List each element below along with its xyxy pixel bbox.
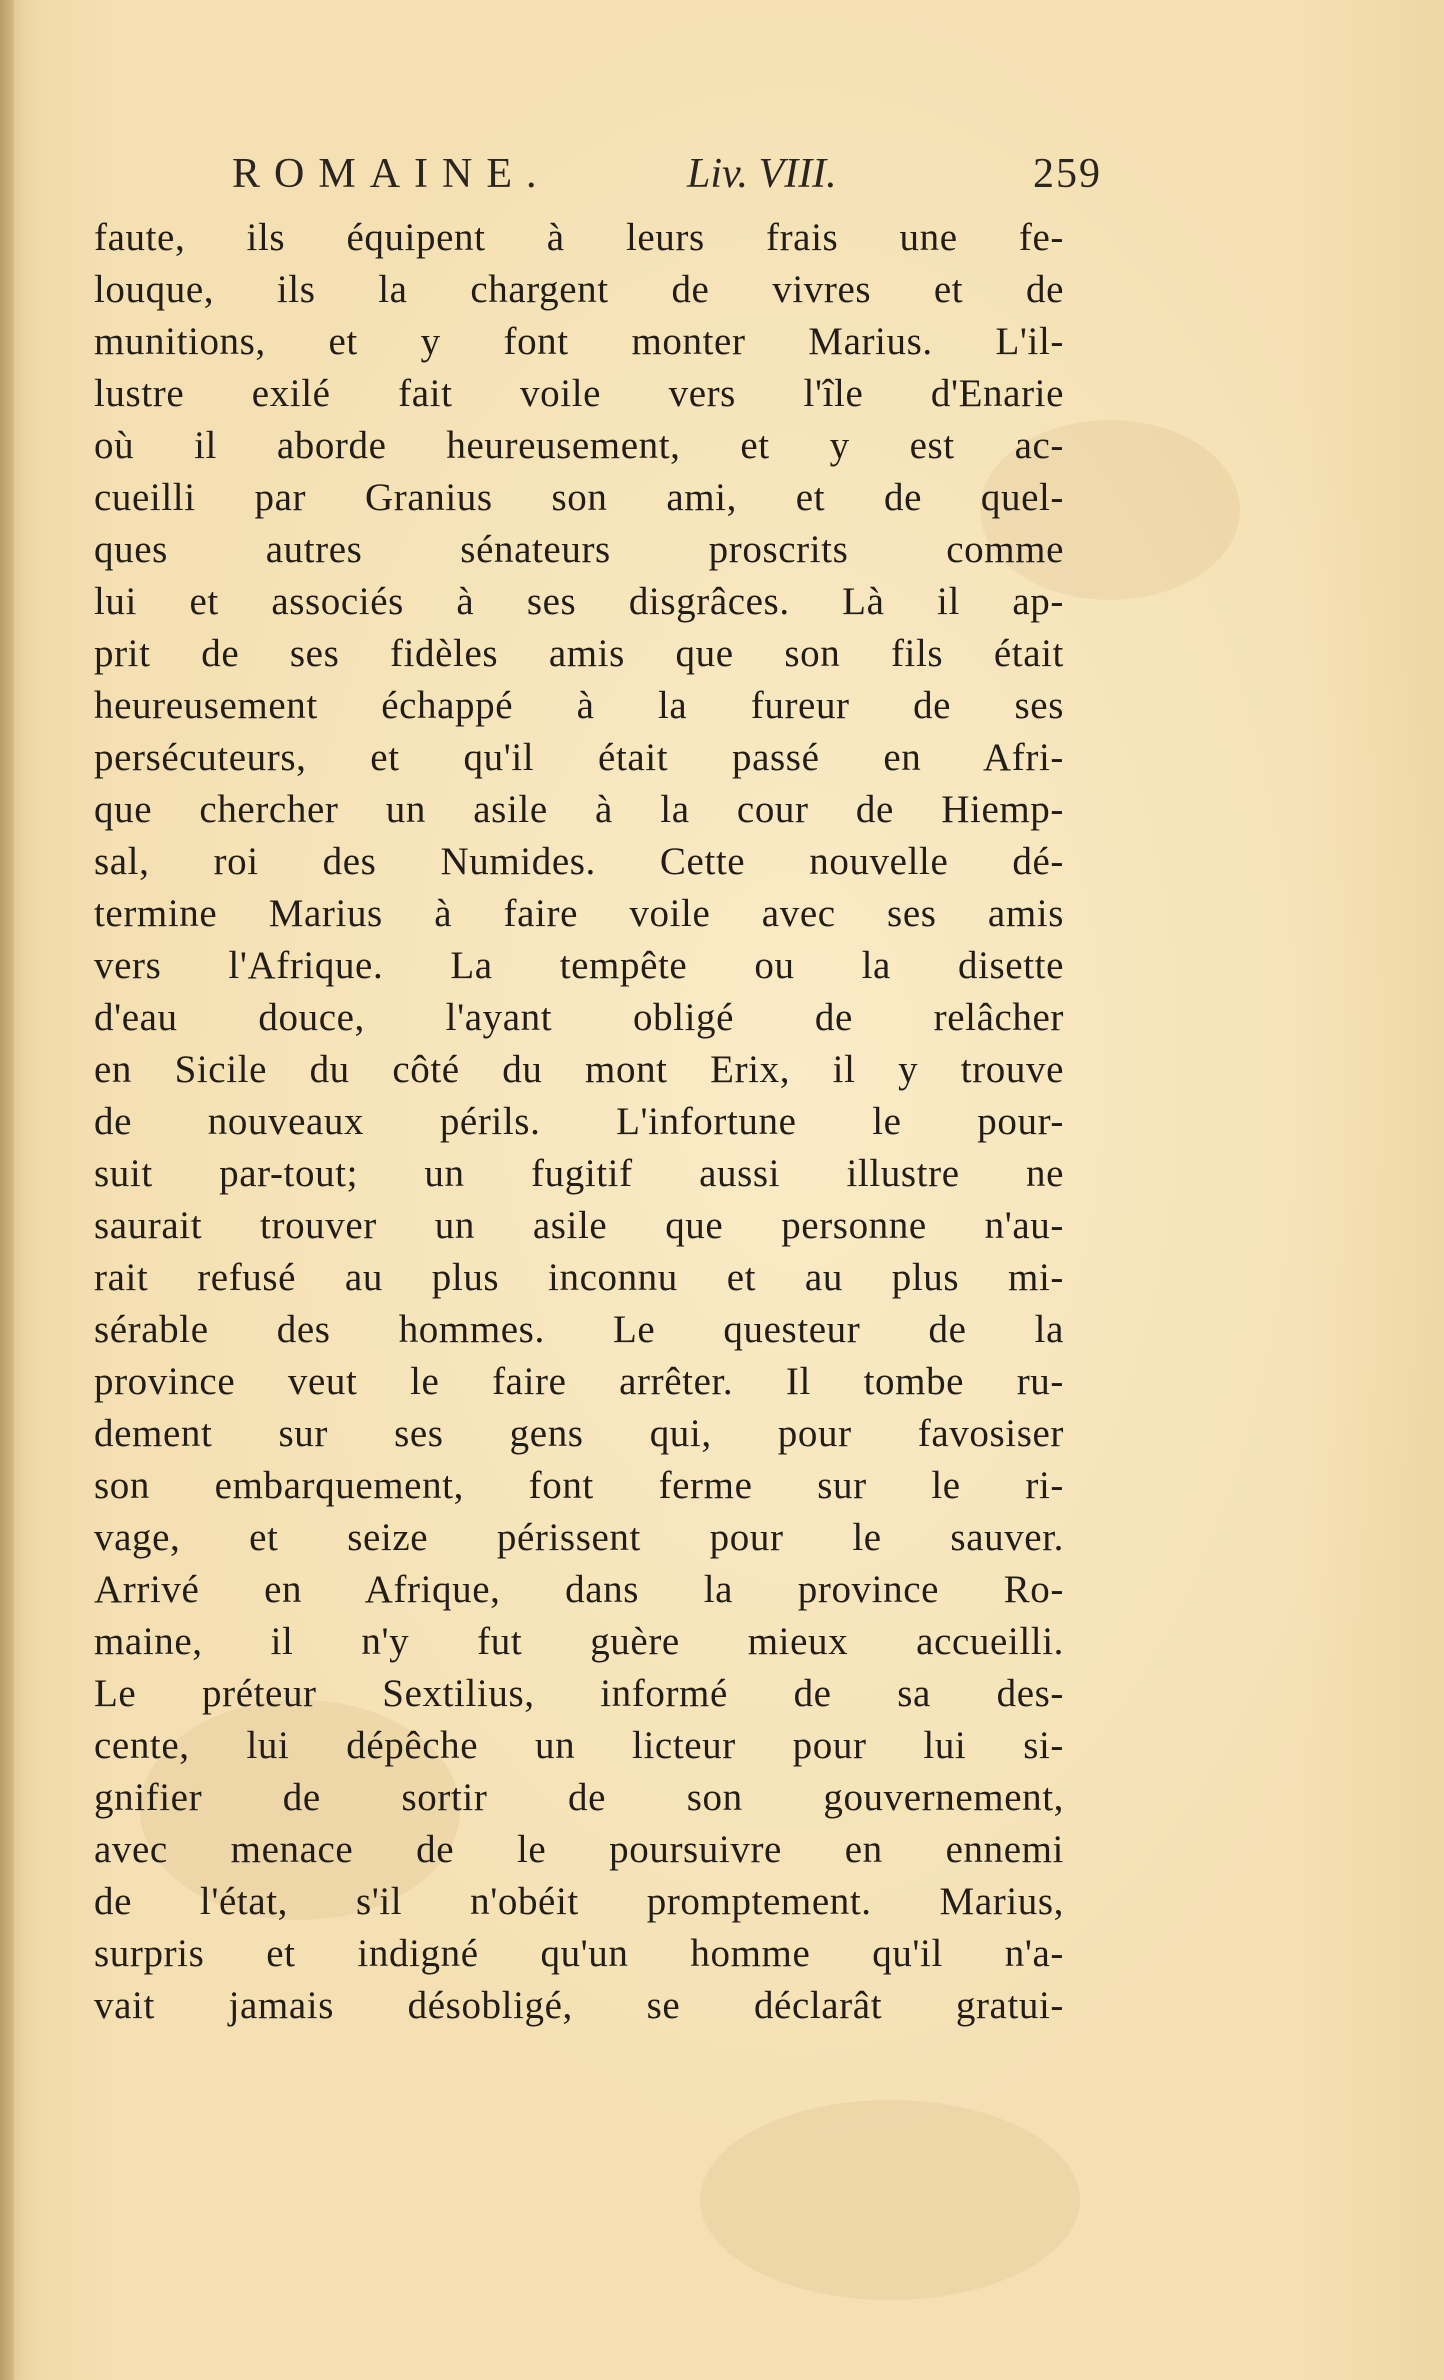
book-number: Liv. VIII.: [687, 151, 837, 197]
text-line: Le préteur Sextilius, informé de sa des-: [94, 1672, 1064, 1715]
text-line: sérable des hommes. Le questeur de la: [94, 1308, 1064, 1351]
text-line: cente, lui dépêche un licteur pour lui si-: [94, 1724, 1064, 1767]
text-line: munitions, et y font monter Marius. L'il-: [94, 320, 1064, 363]
page-number: 259: [1033, 151, 1102, 197]
text-line: son embarquement, font ferme sur le ri-: [94, 1464, 1064, 1507]
text-line: Arrivé en Afrique, dans la province Ro-: [94, 1568, 1064, 1611]
text-line: vage, et seize périssent pour le sauver.: [94, 1516, 1064, 1559]
text-line: faute, ils équipent à leurs frais une fe-: [94, 216, 1064, 259]
text-line: cueilli par Granius son ami, et de quel-: [94, 476, 1064, 519]
text-line: rait refusé au plus inconnu et au plus mi-: [94, 1256, 1064, 1299]
body-text: [94, 212, 1064, 2032]
text-line: maine, il n'y fut guère mieux accueilli.: [94, 1620, 1064, 1663]
text-line: persécuteurs, et qu'il était passé en Afri-: [94, 736, 1064, 779]
text-line: sal, roi des Numides. Cette nouvelle dé-: [94, 840, 1064, 883]
text-line: lustre exilé fait voile vers l'île d'Enarie: [94, 372, 1064, 415]
text-line: ques autres sénateurs proscrits comme: [94, 528, 1064, 571]
text-line: termine Marius à faire voile avec ses amis: [94, 892, 1064, 935]
text-line: avec menace de le poursuivre en ennemi: [94, 1828, 1064, 1871]
text-line: d'eau douce, l'ayant obligé de relâcher: [94, 996, 1064, 1039]
text-line: vers l'Afrique. La tempête ou la disette: [94, 944, 1064, 987]
text-line: en Sicile du côté du mont Erix, il y trouve: [94, 1048, 1064, 1091]
text-line: vait jamais désobligé, se déclarât gratui-: [94, 1984, 1064, 2027]
text-line: dement sur ses gens qui, pour favosiser: [94, 1412, 1064, 1455]
text-line: de l'état, s'il n'obéit promptement. Marius,: [94, 1880, 1064, 1923]
text-line: prit de ses fidèles amis que son fils était: [94, 632, 1064, 675]
text-line: où il aborde heureusement, et y est ac-: [94, 424, 1064, 467]
text-line: province veut le faire arrêter. Il tombe ru-: [94, 1360, 1064, 1403]
paper-stain: [700, 2100, 1080, 2300]
text-line: de nouveaux périls. L'infortune le pour-: [94, 1100, 1064, 1143]
text-line: saurait trouver un asile que personne n'au-: [94, 1204, 1064, 1247]
page-binding-edge: [0, 0, 14, 2380]
text-line: gnifier de sortir de son gouvernement,: [94, 1776, 1064, 1819]
running-title: ROMAINE.: [232, 151, 551, 197]
text-line: heureusement échappé à la fureur de ses: [94, 684, 1064, 727]
text-line: lui et associés à ses disgrâces. Là il ap-: [94, 580, 1064, 623]
text-line: louque, ils la chargent de vivres et de: [94, 268, 1064, 311]
text-line: suit par-tout; un fugitif aussi illustre ne: [94, 1152, 1064, 1195]
text-line: surpris et indigné qu'un homme qu'il n'a-: [94, 1932, 1064, 1975]
text-line: que chercher un asile à la cour de Hiemp-: [94, 788, 1064, 831]
page-header: [222, 150, 1102, 220]
